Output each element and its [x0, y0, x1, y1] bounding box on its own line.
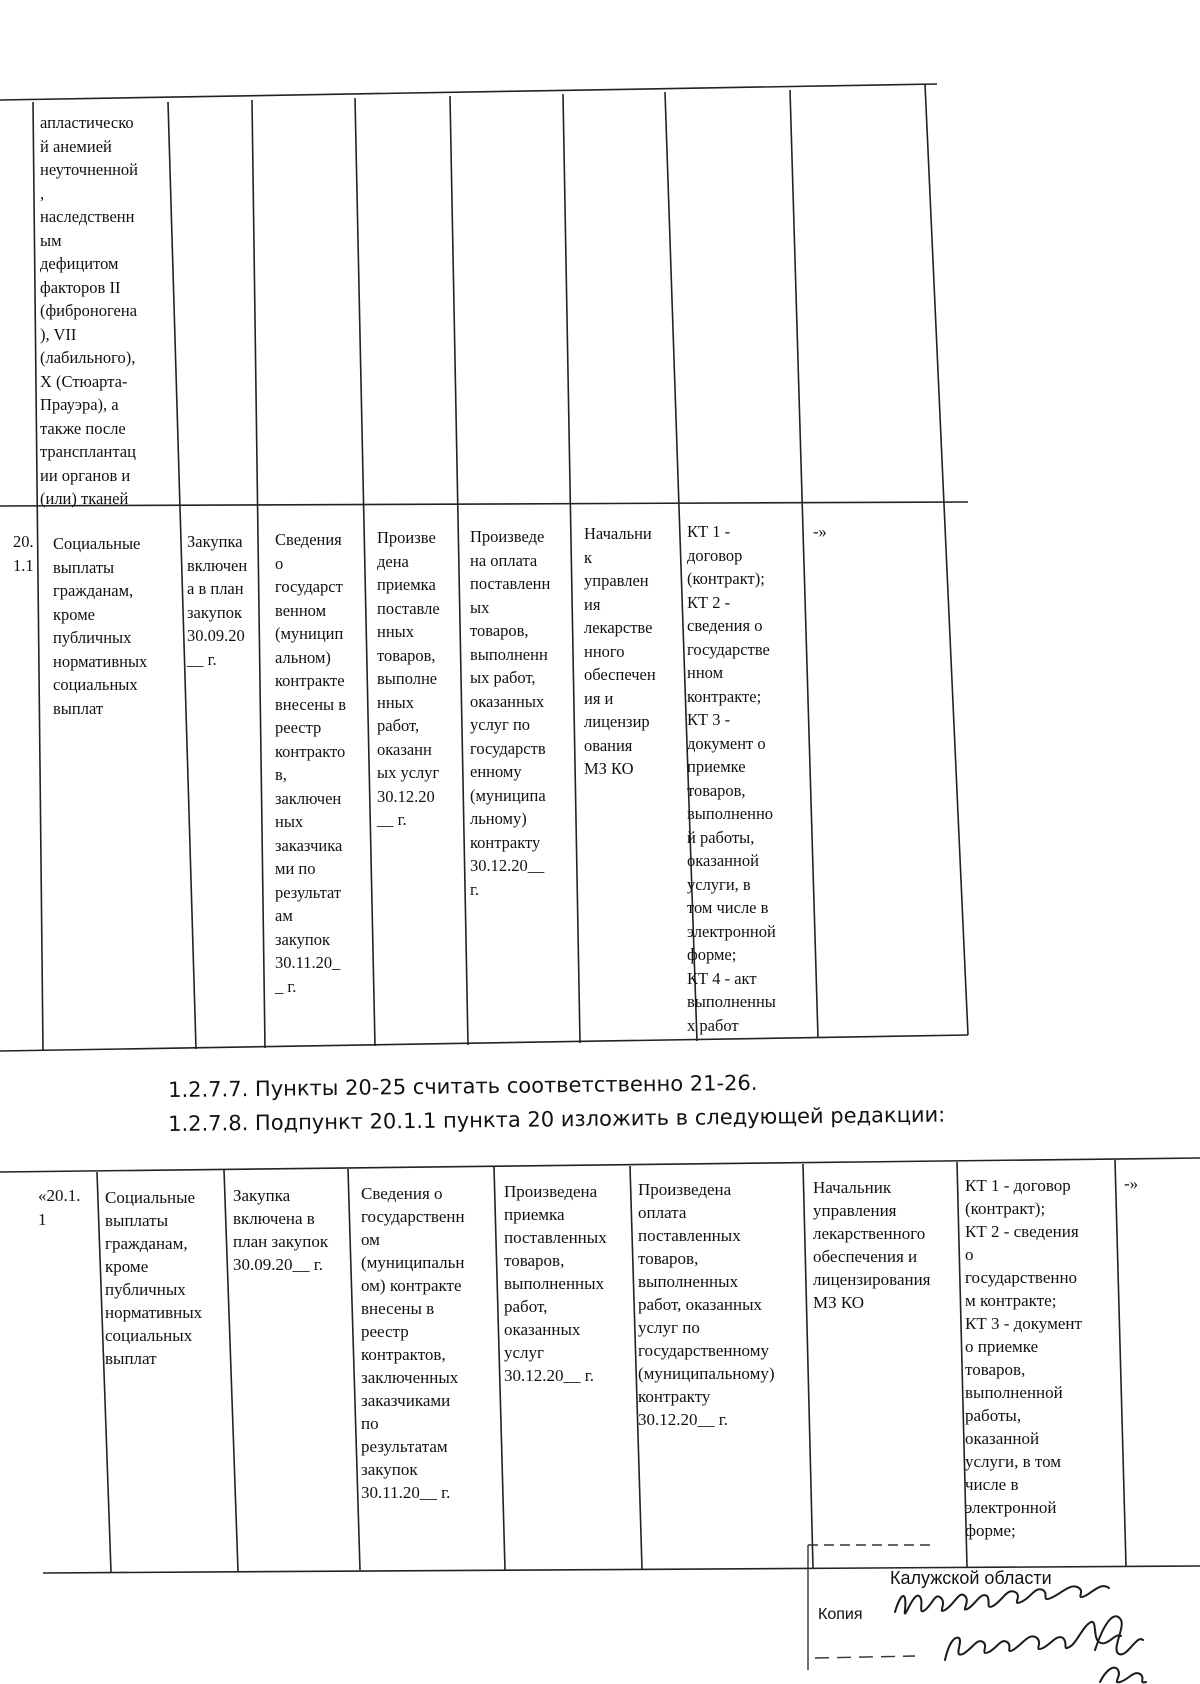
event-contract-registry: Сведения о государст венном (муницип альном) контракте внесены в реестр контракто в, заключен ных заказчика ми по результат ам закупок 30.11.20_ _ г. — [275, 530, 347, 996]
event-acceptance: Произведена приемка поставленных товаров, выполненных работ, оказанных услуг 30.12.20__ г. — [504, 1182, 607, 1385]
copy-label: Копия — [818, 1606, 863, 1623]
event-payment: Произведе на оплата поставленн ых товаров, выполненн ых работ, оказанных услуг по государств енному (муниципа льному) контракту 30.12.20__ г. — [470, 527, 551, 899]
row-number: 20. 1.1 — [13, 532, 34, 575]
row-number: «20.1. 1 — [38, 1186, 81, 1229]
responsible-person: Начальник управления лекарственного обеспечения и лицензирования МЗ КО — [813, 1178, 931, 1312]
row-end-mark: -» — [1124, 1174, 1139, 1193]
row-end-mark: -» — [813, 522, 827, 541]
control-points: КТ 1 - договор (контракт); КТ 2 - сведения о государстве нном контракте; КТ 3 - документ о приемке товаров, выполненно й работы, оказанной услуги, в том числе в электронной форме; КТ 4 - акт выполненны х работ — [687, 522, 776, 1035]
responsible-person: Начальни к управлен ия лекарстве нного обеспечен ия и лицензир ования МЗ КО — [584, 524, 656, 778]
diagnosis-continuation-cell: апластическо й анемией неуточненной , наследственн ым дефицитом факторов II (фиброногена ), VII (лабильного), X (Стюарта- Прауэра), а также после трансплантац ии органов и (или) тканей — [40, 113, 139, 508]
event-payment: Произведена оплата поставленных товаров, выполненных работ, оказанных услуг по государственному (муниципальному) контракту 30.12.20__ г. — [638, 1180, 775, 1429]
expense-name: Социальные выплаты гражданам, кроме публичных нормативных социальных выплат — [53, 534, 148, 718]
control-points: КТ 1 - договор (контракт); КТ 2 - сведения о государственно м контракте; КТ 3 - документ о приемке товаров, выполненной работы, оказанной услуги, в том числе в электронной форме; — [965, 1176, 1082, 1540]
expense-name: Социальные выплаты гражданам, кроме публичных нормативных социальных выплат — [105, 1188, 203, 1368]
event-acceptance: Произве дена приемка поставле нных товаров, выполне нных работ, оказанн ых услуг 30.12.20 __ г. — [377, 528, 440, 829]
event-contract-registry: Сведения о государственн ом (муниципальн ом) контракте внесены в реестр контрактов, заключенных заказчиками по результатам закупок 30.11.20__ г. — [361, 1184, 465, 1502]
paragraph-1-2-7-8: 1.2.7.8. Подпункт 20.1.1 пункта 20 изложить в следующей редакции: — [168, 1102, 946, 1136]
event-procurement-plan: Закупка включена в план закупок 30.09.20__ г. — [233, 1186, 329, 1274]
stamp-org-line: Калужской области — [890, 1568, 1052, 1588]
paragraph-1-2-7-7: 1.2.7.7. Пункты 20-25 считать соответственно 21-26. — [168, 1070, 758, 1102]
event-procurement-plan: Закупка включен а в план закупок 30.09.20 __ г. — [187, 532, 248, 669]
